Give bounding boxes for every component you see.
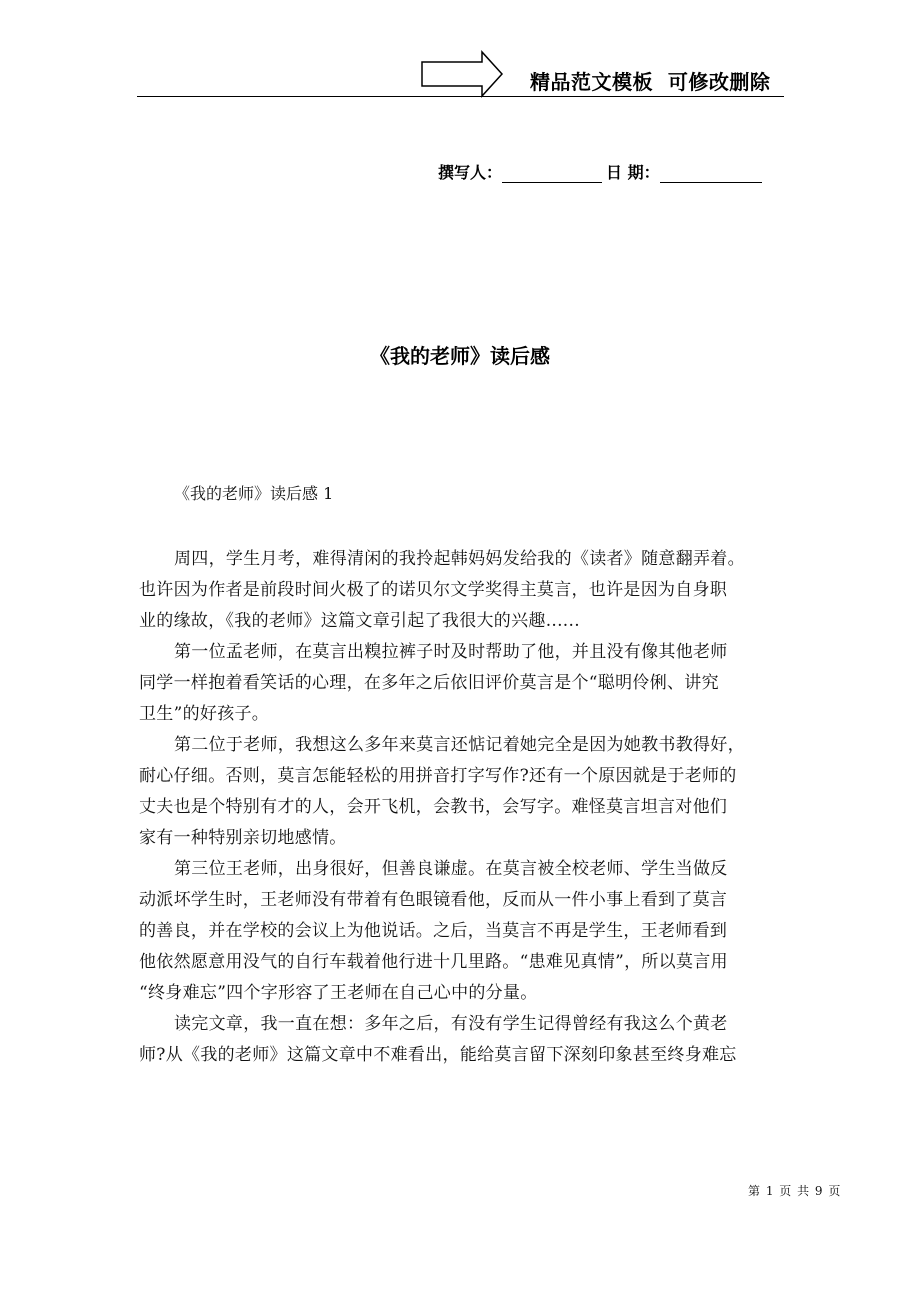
body-line: 师?从《我的老师》这篇文章中不难看出，能给莫言留下深刻印象甚至终身难忘: [139, 1045, 737, 1065]
author-date-line: [438, 160, 762, 183]
date-label: 日 期：: [606, 163, 660, 182]
date-blank[interactable]: [660, 164, 762, 183]
page-title: 《我的老师》读后感: [370, 344, 550, 368]
body-line: 读完文章，我一直在想：多年之后，有没有学生记得曾经有我这么个黄老: [174, 1014, 728, 1034]
essay-body: [139, 544, 779, 1071]
header-rule: [137, 96, 784, 97]
body-line: 耐心仔细。否则，莫言怎能轻松的用拼音打字写作?还有一个原因就是于老师的: [139, 766, 737, 786]
author-blank[interactable]: [502, 164, 602, 183]
essay-subtitle: 《我的老师》读后感 1: [174, 484, 334, 503]
body-line: 动派坏学生时，王老师没有带着有色眼镜看他，反而从一件小事上看到了莫言: [139, 890, 728, 910]
body-line: 第二位于老师，我想这么多年来莫言还惦记着她完全是因为她教书教得好，: [174, 735, 745, 755]
body-line: 第三位王老师，出身很好，但善良谦虚。在莫言被全校老师、学生当做反: [174, 859, 728, 879]
body-line: 家有一种特别亲切地感情。: [139, 828, 347, 848]
body-line: 第一位孟老师，在莫言出糗拉裤子时及时帮助了他，并且没有像其他老师: [174, 642, 728, 662]
body-line: 他依然愿意用没气的自行车载着他行进十几里路。“患难见真情”，所以莫言用: [139, 952, 728, 972]
body-line: 也许因为作者是前段时间火极了的诺贝尔文学奖得主莫言，也许是因为自身职: [139, 580, 728, 600]
body-line: 同学一样抱着看笑话的心理，在多年之后依旧评价莫言是个“聪明伶俐、讲究: [139, 673, 719, 693]
header-label: 精品范文模板 可修改删除: [530, 70, 771, 94]
body-line: 周四，学生月考，难得清闲的我拎起韩妈妈发给我的《读者》随意翻弄着。: [174, 549, 745, 569]
page-footer: 第 1 页 共 9 页: [748, 1184, 842, 1198]
body-line: 丈夫也是个特别有才的人，会开飞机，会教书，会写字。难怪莫言坦言对他们: [139, 797, 728, 817]
body-line: 卫生”的好孩子。: [139, 704, 270, 724]
body-line: “终身难忘”四个字形容了王老师在自己心中的分量。: [139, 983, 538, 1003]
body-line: 业的缘故，《我的老师》这篇文章引起了我很大的兴趣......: [139, 611, 580, 631]
body-line: 的善良，并在学校的会议上为他说话。之后，当莫言不再是学生，王老师看到: [139, 921, 728, 941]
arrow-icon: [420, 50, 504, 98]
author-label: 撰写人：: [438, 163, 503, 182]
